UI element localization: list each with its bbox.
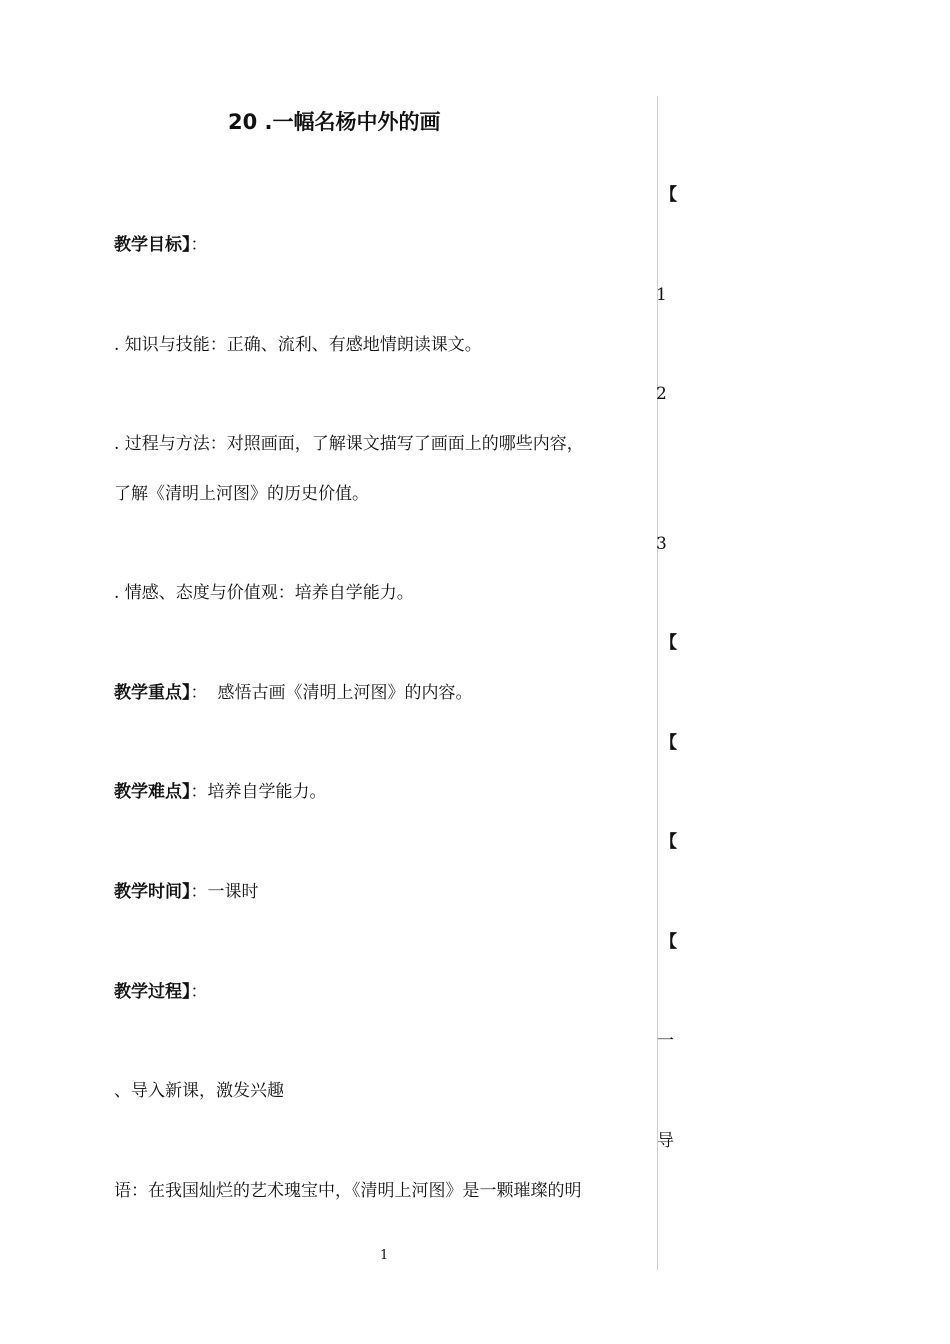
time-heading: 教学时间】 (114, 882, 191, 902)
section-1-heading: 、导入新课，激发兴趣 (114, 1081, 284, 1101)
process-colon: ： (190, 982, 208, 1002)
objective-2-line1: . 过程与方法：对照画面，了解课文描写了画面上的哪些内容， (114, 434, 584, 454)
process-heading-line (114, 980, 208, 1004)
key-point-text: 感悟古画《清明上河图》的内容。 (217, 683, 473, 703)
key-point-heading: 教学重点】 (114, 683, 191, 703)
objective-3: . 情感、态度与价值观：培养自学能力。 (114, 583, 414, 603)
page-number: 1 (380, 1248, 389, 1263)
margin-number-3: 3 (656, 534, 667, 554)
objective-2-line2: 了解《清明上河图》的历史价值。 (114, 484, 369, 504)
difficulty-colon: ： (190, 782, 208, 802)
process-heading: 教学过程】 (114, 982, 191, 1002)
margin-bracket-2: 【 (660, 633, 677, 653)
margin-bracket-1: 【 (660, 185, 677, 205)
key-point-colon: ： (190, 683, 208, 703)
objectives-colon: ： (190, 235, 208, 255)
objectives-heading: 教学目标】 (114, 235, 191, 255)
margin-bracket-3: 【 (660, 733, 677, 753)
page-title: 20 .一幅名杨中外的画 (228, 110, 441, 134)
difficulty-text: 培养自学能力。 (207, 782, 327, 802)
margin-dash-char: 一 (657, 1031, 674, 1051)
margin-number-2: 2 (656, 384, 667, 404)
time-line (114, 880, 259, 904)
intro-text: 语：在我国灿烂的艺术瑰宝中，《清明上河图》是一颗璀璨的明 (114, 1181, 582, 1201)
objectives-heading-line (114, 233, 208, 257)
margin-guide-char: 导 (657, 1131, 674, 1151)
key-point-line (114, 681, 473, 705)
margin-number-1: 1 (656, 285, 667, 305)
objective-1: . 知识与技能：正确、流利、有感地情朗读课文。 (114, 335, 482, 355)
difficulty-heading: 教学难点】 (114, 782, 191, 802)
margin-bracket-5: 【 (660, 932, 677, 952)
margin-bracket-4: 【 (660, 832, 677, 852)
margin-divider (657, 96, 658, 1270)
difficulty-line (114, 780, 327, 804)
time-colon: ： (190, 882, 208, 902)
time-text: 一课时 (207, 882, 259, 902)
